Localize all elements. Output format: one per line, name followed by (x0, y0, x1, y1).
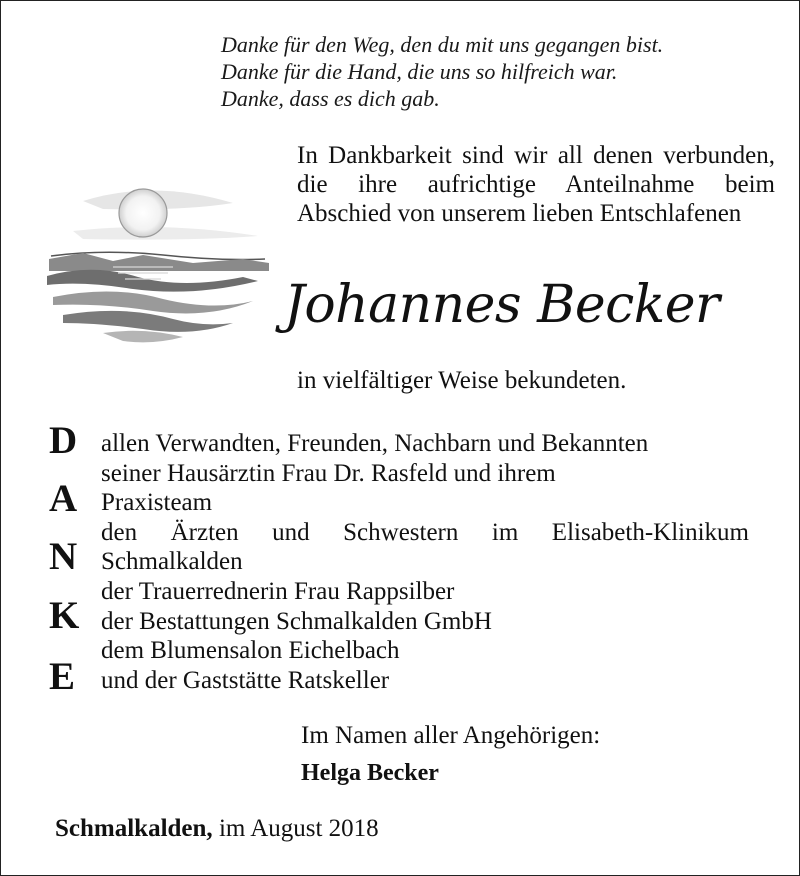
place-name: Schmalkalden, (55, 815, 213, 842)
thanks-line: Praxisteam (101, 489, 213, 517)
thanks-word: Ärzten (170, 518, 239, 546)
thanks-word: den (101, 518, 138, 546)
poem (221, 31, 781, 112)
thanks-word: und (272, 518, 310, 546)
thanks-word: Elisabeth-Klinikum (551, 518, 749, 546)
poem-line: Danke für den Weg, den du mit uns gegangen bist. (221, 32, 664, 57)
place-date-line (55, 815, 379, 843)
danke-letter: E (49, 655, 76, 698)
danke-letter: A (49, 477, 78, 520)
signoff-text: Im Namen aller Angehörigen: (301, 722, 601, 749)
thanks-line: allen Verwandten, Freunden, Nachbarn und Bekannten (101, 430, 649, 457)
danke-letter: K (49, 594, 80, 637)
thanks-line: der Bestattungen Schmalkalden GmbH (101, 607, 492, 635)
thanks-line: der Trauerrednerin Frau Rappsilber (101, 577, 455, 605)
thanks-line: seiner Hausärztin Frau Dr. Rasfeld und ihrem (101, 459, 556, 487)
thanks-line-justified (101, 518, 749, 548)
poem-line: Danke für die Hand, die uns so hilfreich war. (221, 59, 618, 84)
thanks-line: Schmalkalden (101, 548, 243, 576)
sunset-landscape-illustration (43, 181, 273, 361)
signer-name: Helga Becker (301, 760, 439, 786)
intro-closing: in vielfältiger Weise bekundeten. (297, 367, 627, 394)
thanks-word: im (491, 518, 519, 546)
thanks-line: und der Gaststätte Ratskeller (101, 666, 390, 694)
thanks-line: dem Blumensalon Eichelbach (101, 637, 400, 665)
thanks-list (101, 429, 749, 695)
danke-letter: N (49, 535, 78, 578)
date-text: im August 2018 (218, 815, 379, 842)
deceased-name: Johannes Becker (284, 275, 720, 335)
intro-paragraph: In Dankbarkeit sind wir all denen verbunden, die ihre aufrichtige Anteilnahme beim Abschied von unserem lieben Entschlafenen (297, 142, 775, 227)
thanks-word: Schwestern (343, 518, 459, 546)
poem-line: Danke, dass es dich gab. (221, 86, 440, 111)
danke-letter: D (49, 419, 78, 462)
